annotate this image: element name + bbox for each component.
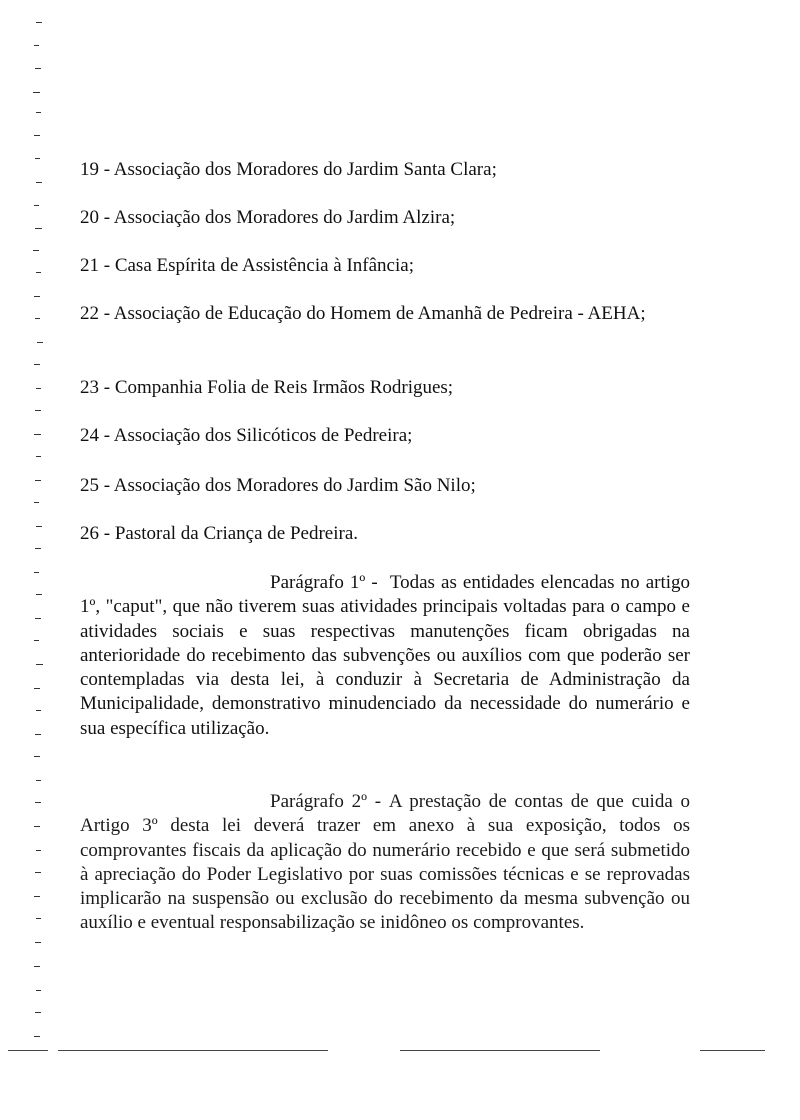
list-item-26: 26 - Pastoral da Criança de Pedreira.: [80, 523, 359, 544]
list-item-23: 23 - Companhia Folia de Reis Irmãos Rodrigues;: [80, 377, 454, 398]
list-item-22: 22 - Associação de Educação do Homem de Amanhã de Pedreira - AEHA;: [80, 303, 646, 324]
list-item-24: 24 - Associação dos Silicóticos de Pedreira;: [80, 425, 413, 446]
bottom-rule: [8, 1050, 48, 1051]
list-item-19: 19 - Associação dos Moradores do Jardim Santa Clara;: [80, 159, 497, 180]
list-item-21: 21 - Casa Espírita de Assistência à Infância;: [80, 255, 414, 276]
paragraph-2: [80, 790, 690, 936]
list-item-20: 20 - Associação dos Moradores do Jardim Alzira;: [80, 207, 456, 228]
paragraph-1: [80, 571, 690, 741]
paragraph-1-text: Todas as entidades elencadas no artigo 1º, "caput", que não tiverem suas atividades principais voltadas para o campo e atividades sociais e suas respectivas manutenções ficam obrigadas na anterioridade do recebimento das subvenções ou auxílios com que poderão ser contempladas via desta lei, à conduzir à Secretaria de Administração da Municipalidade, demonstrativo minudenciado da necessidade do numerário e sua específica utilização.: [80, 572, 691, 739]
paragraph-2-label: Parágrafo 2º -: [270, 791, 382, 812]
paragraph-1-label: Parágrafo 1º -: [270, 572, 378, 593]
paragraph-2-text: A prestação de contas de que cuida o Artigo 3º desta lei deverá trazer em anexo à sua exposição, todos os comprovantes fiscais da aplicação do numerário recebido e que será submetido à apreciação do Poder Legislativo por suas comissões técnicas e se reprovadas implicarão na suspensão ou exclusão do recebimento da mesma subvenção ou auxílio e eventual responsabilização se inidôneo os comprovantes.: [80, 791, 691, 934]
list-item-25: 25 - Associação dos Moradores do Jardim São Nilo;: [80, 475, 476, 496]
bottom-rule: [700, 1050, 765, 1051]
bottom-rule: [58, 1050, 328, 1051]
bottom-rule: [400, 1050, 600, 1051]
